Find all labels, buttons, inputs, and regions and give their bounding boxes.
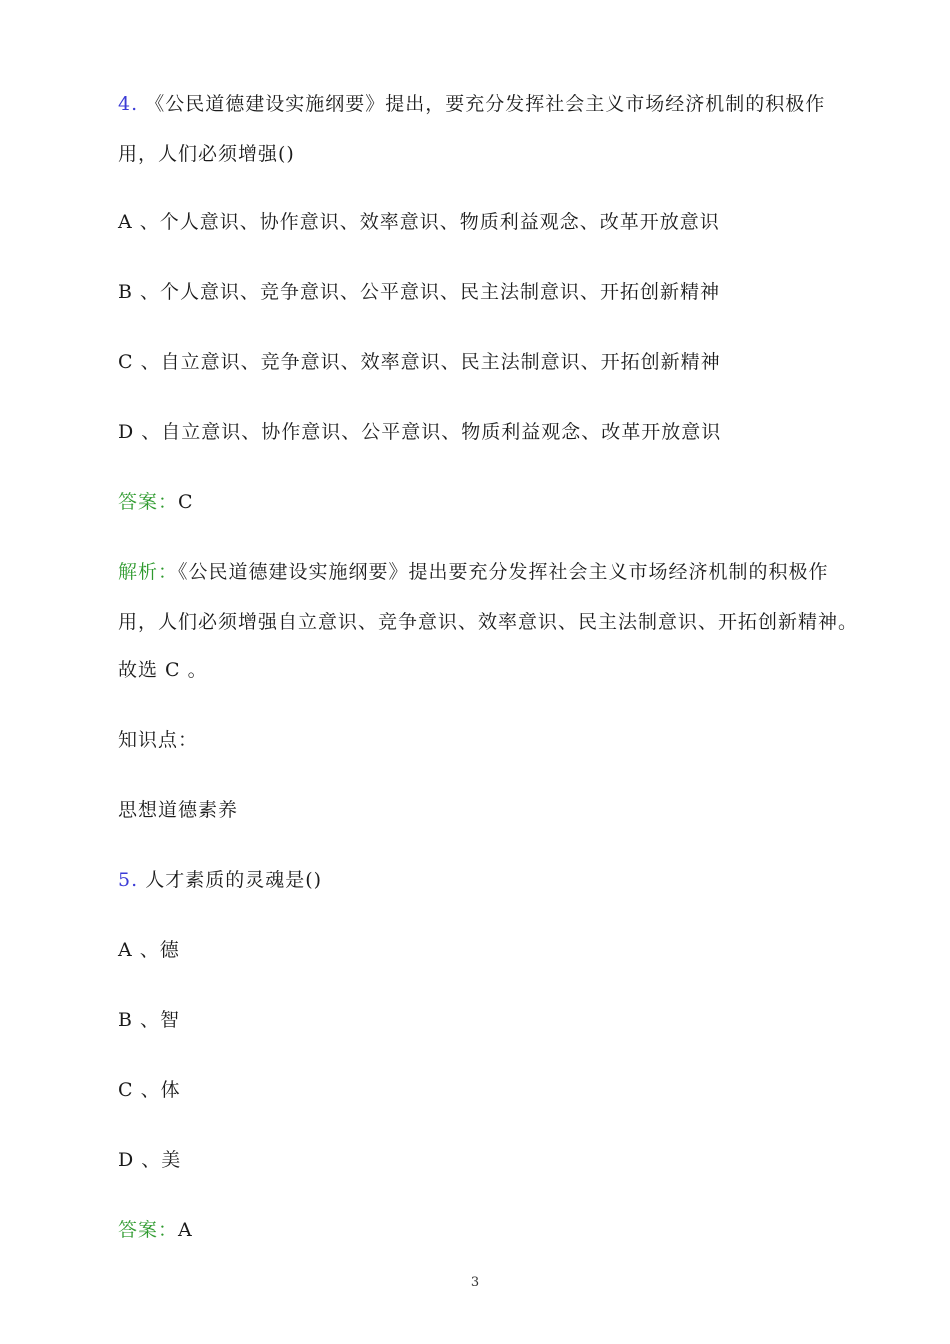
q5-answer-label: 答案： xyxy=(118,1219,179,1241)
q5-option-d: D 、美 xyxy=(118,1149,182,1171)
q4-analysis-line3: 故选 C 。 xyxy=(118,659,208,681)
q5-number: 5. xyxy=(118,869,139,891)
q5-option-c: C 、体 xyxy=(118,1079,181,1101)
q5-answer xyxy=(118,1218,193,1242)
q4-knowledge-label: 知识点： xyxy=(118,729,199,751)
q4-answer-label: 答案： xyxy=(118,491,179,513)
q5-stem xyxy=(118,868,322,892)
q5-answer-value: A xyxy=(178,1219,193,1241)
q4-answer-value: C xyxy=(178,491,194,513)
q5-option-b: B 、智 xyxy=(118,1009,181,1031)
q4-stem-line1 xyxy=(118,92,825,116)
q4-analysis-line2: 用，人们必须增强自立意识、竞争意识、效率意识、民主法制意识、开拓创新精神。 xyxy=(118,611,859,633)
q4-option-c: C 、自立意识、竞争意识、效率意识、民主法制意识、开拓创新精神 xyxy=(118,351,721,373)
q4-option-d: D 、自立意识、协作意识、公平意识、物质利益观念、改革开放意识 xyxy=(118,421,722,443)
q4-analysis-text1: 《公民道德建设实施纲要》提出要充分发挥社会主义市场经济机制的积极作 xyxy=(178,561,829,583)
q4-analysis-label: 解析： xyxy=(118,561,179,583)
q4-analysis-line1 xyxy=(118,560,829,584)
q4-stem-line2: 用，人们必须增强() xyxy=(118,143,295,165)
q5-stem-text: 人才素质的灵魂是() xyxy=(145,869,323,891)
q4-number: 4. xyxy=(118,93,139,115)
q4-knowledge-value: 思想道德素养 xyxy=(118,799,239,821)
q4-option-a: A 、个人意识、协作意识、效率意识、物质利益观念、改革开放意识 xyxy=(118,211,720,233)
page-number: 3 xyxy=(470,1275,480,1290)
q4-option-b: B 、个人意识、竞争意识、公平意识、民主法制意识、开拓创新精神 xyxy=(118,281,721,303)
q4-stem-text: 《公民道德建设实施纲要》提出，要充分发挥社会主义市场经济机制的积极作 xyxy=(145,93,826,115)
q4-answer xyxy=(118,490,194,514)
q5-option-a: A 、德 xyxy=(118,939,180,961)
